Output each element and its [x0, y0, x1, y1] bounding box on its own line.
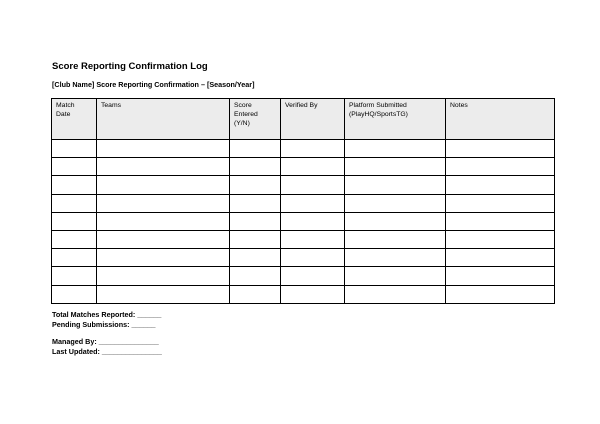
- header-platform-submitted: Platform Submitted (PlayHQ/SportsTG): [345, 99, 446, 140]
- cell-match-date[interactable]: [52, 267, 97, 285]
- cell-verified-by[interactable]: [281, 212, 345, 230]
- cell-platform-submitted[interactable]: [345, 285, 446, 303]
- cell-score-entered[interactable]: [230, 176, 281, 194]
- cell-platform-submitted[interactable]: [345, 267, 446, 285]
- cell-platform-submitted[interactable]: [345, 230, 446, 248]
- cell-match-date[interactable]: [52, 212, 97, 230]
- cell-score-entered[interactable]: [230, 140, 281, 158]
- table-row: [52, 285, 555, 303]
- total-matches-reported: Total Matches Reported: ______: [52, 310, 162, 319]
- cell-verified-by[interactable]: [281, 230, 345, 248]
- cell-verified-by[interactable]: [281, 140, 345, 158]
- cell-platform-submitted[interactable]: [345, 194, 446, 212]
- cell-notes[interactable]: [446, 176, 555, 194]
- table-header-row: [52, 99, 555, 140]
- cell-match-date[interactable]: [52, 249, 97, 267]
- cell-score-entered[interactable]: [230, 285, 281, 303]
- table-row: [52, 140, 555, 158]
- document-title: Score Reporting Confirmation Log: [52, 61, 208, 72]
- cell-score-entered[interactable]: [230, 249, 281, 267]
- cell-teams[interactable]: [97, 140, 230, 158]
- cell-notes[interactable]: [446, 194, 555, 212]
- table-row: [52, 212, 555, 230]
- cell-platform-submitted[interactable]: [345, 249, 446, 267]
- cell-notes[interactable]: [446, 140, 555, 158]
- cell-teams[interactable]: [97, 212, 230, 230]
- cell-verified-by[interactable]: [281, 176, 345, 194]
- cell-match-date[interactable]: [52, 285, 97, 303]
- table-row: [52, 230, 555, 248]
- table-body: [52, 140, 555, 304]
- cell-match-date[interactable]: [52, 194, 97, 212]
- cell-verified-by[interactable]: [281, 249, 345, 267]
- cell-platform-submitted[interactable]: [345, 158, 446, 176]
- managed-by: Managed By: _______________: [52, 337, 159, 346]
- cell-teams[interactable]: [97, 285, 230, 303]
- table-row: [52, 249, 555, 267]
- cell-score-entered[interactable]: [230, 267, 281, 285]
- header-notes: Notes: [446, 99, 555, 140]
- cell-match-date[interactable]: [52, 230, 97, 248]
- header-score-entered: Score Entered (Y/N): [230, 99, 281, 140]
- cell-platform-submitted[interactable]: [345, 140, 446, 158]
- table-row: [52, 267, 555, 285]
- cell-teams[interactable]: [97, 267, 230, 285]
- cell-score-entered[interactable]: [230, 212, 281, 230]
- cell-notes[interactable]: [446, 249, 555, 267]
- cell-match-date[interactable]: [52, 140, 97, 158]
- cell-notes[interactable]: [446, 212, 555, 230]
- cell-teams[interactable]: [97, 194, 230, 212]
- cell-teams[interactable]: [97, 230, 230, 248]
- cell-notes[interactable]: [446, 267, 555, 285]
- pending-submissions: Pending Submissions: ______: [52, 320, 156, 329]
- cell-verified-by[interactable]: [281, 158, 345, 176]
- cell-notes[interactable]: [446, 230, 555, 248]
- cell-score-entered[interactable]: [230, 158, 281, 176]
- document-subtitle: [Club Name] Score Reporting Confirmation – [Season/Year]: [52, 80, 255, 89]
- cell-platform-submitted[interactable]: [345, 176, 446, 194]
- cell-match-date[interactable]: [52, 176, 97, 194]
- cell-verified-by[interactable]: [281, 194, 345, 212]
- header-match-date: Match Date: [52, 99, 97, 140]
- header-teams: Teams: [97, 99, 230, 140]
- table-row: [52, 176, 555, 194]
- cell-teams[interactable]: [97, 176, 230, 194]
- cell-score-entered[interactable]: [230, 230, 281, 248]
- cell-notes[interactable]: [446, 285, 555, 303]
- cell-match-date[interactable]: [52, 158, 97, 176]
- cell-notes[interactable]: [446, 158, 555, 176]
- last-updated: Last Updated: _______________: [52, 347, 162, 356]
- header-verified-by: Verified By: [281, 99, 345, 140]
- cell-score-entered[interactable]: [230, 194, 281, 212]
- confirmation-log-table: [51, 98, 555, 304]
- cell-verified-by[interactable]: [281, 285, 345, 303]
- table-row: [52, 194, 555, 212]
- cell-platform-submitted[interactable]: [345, 212, 446, 230]
- cell-teams[interactable]: [97, 158, 230, 176]
- cell-teams[interactable]: [97, 249, 230, 267]
- table-row: [52, 158, 555, 176]
- cell-verified-by[interactable]: [281, 267, 345, 285]
